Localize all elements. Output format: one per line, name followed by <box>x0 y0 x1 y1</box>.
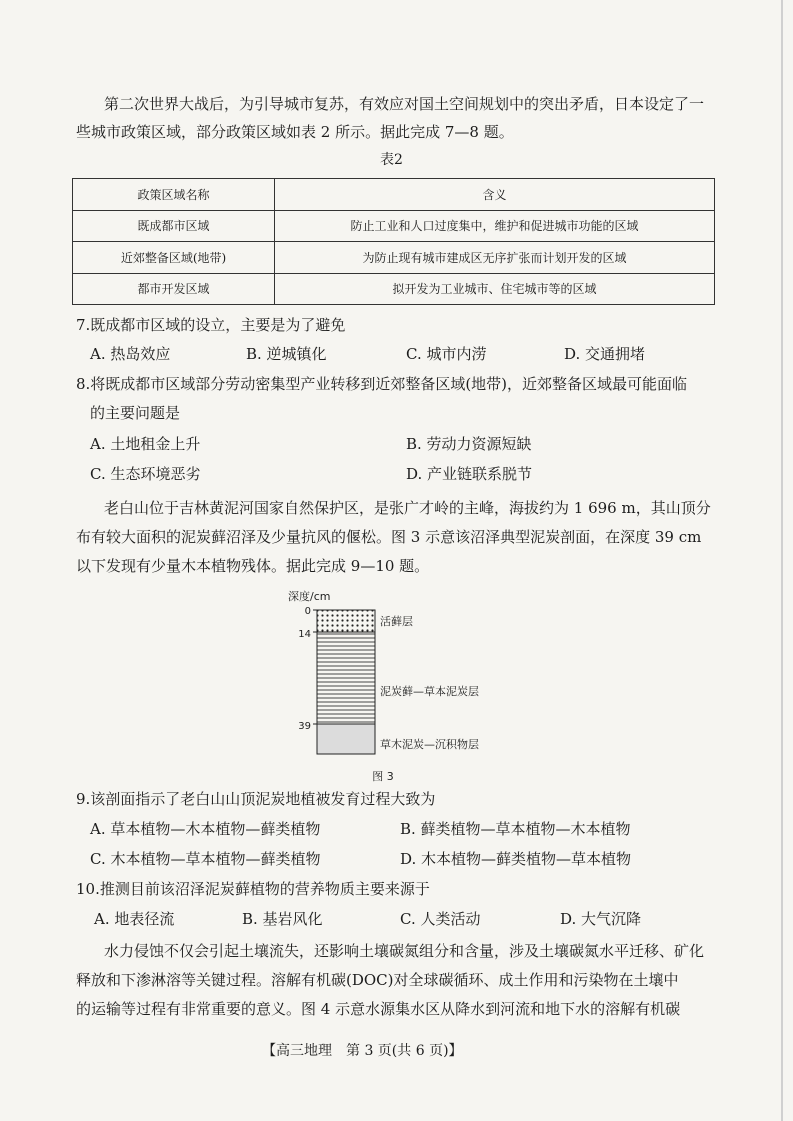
q8-stem-line1: 8.将既成都市区域部分劳动密集型产业转移到近郊整备区域(地带)，近郊整备区域最可能面临 <box>76 375 688 393</box>
table-row <box>73 242 715 274</box>
q10-option-c: C. 人类活动 <box>400 910 481 928</box>
table-cell: 为防止现有城市建成区无序扩张而计划开发的区域 <box>275 242 715 274</box>
intro2-line2: 布有较大面积的泥炭藓沼泽及少量抗风的偃松。图 3 示意该沼泽典型泥炭剖面，在深度 39 cm <box>76 528 702 546</box>
intro1-line2: 些城市政策区域，部分政策区域如表 2 所示。据此完成 7—8 题。 <box>76 123 514 141</box>
table-cell: 既成都市区域 <box>73 210 275 242</box>
q7-stem: 7.既成都市区域的设立，主要是为了避免 <box>76 316 346 334</box>
tick-label: 0 <box>304 606 311 617</box>
herb-wood-sediment-layer <box>317 724 375 754</box>
q7-option-b: B. 逆城镇化 <box>246 345 327 363</box>
q8-option-b: B. 劳动力资源短缺 <box>406 435 532 453</box>
intro2-line1: 老白山位于吉林黄泥河国家自然保护区，是张广才岭的主峰，海拔约为 1 696 m，其山顶分 <box>104 499 711 517</box>
table-row <box>73 210 715 242</box>
scan-edge-line <box>781 0 783 1121</box>
layer-label: 泥炭藓—草本泥炭层 <box>380 685 479 698</box>
q10-option-b: B. 基岩风化 <box>242 910 323 928</box>
depth-axis-label: 深度/cm <box>288 590 331 603</box>
table-header-cell: 政策区域名称 <box>73 179 275 211</box>
intro1-line1: 第二次世界大战后，为引导城市复苏，有效应对国土空间规划中的突出矛盾，日本设定了一 <box>104 95 705 113</box>
intro2-line3: 以下发现有少量木本植物残体。据此完成 9—10 题。 <box>76 557 430 575</box>
peat-moss-herb-layer <box>317 632 375 724</box>
q8-option-c: C. 生态环境恶劣 <box>90 465 201 483</box>
page-footer: 【高三地理 第 3 页(共 6 页)】 <box>262 1043 463 1059</box>
q7-option-c: C. 城市内涝 <box>406 345 487 363</box>
figure-caption: 图 3 <box>372 770 394 783</box>
intro3-line3: 的运输等过程有非常重要的意义。图 4 示意水源集水区从降水到河流和地下水的溶解有机碳 <box>76 1000 681 1018</box>
q9-option-b: B. 藓类植物—草本植物—木本植物 <box>400 820 631 838</box>
q10-option-a: A. 地表径流 <box>94 910 175 928</box>
layer-label: 活藓层 <box>380 615 413 628</box>
q9-option-a: A. 草本植物—木本植物—藓类植物 <box>90 820 321 838</box>
q8-stem-line2: 的主要问题是 <box>90 404 181 422</box>
q9-option-d: D. 木本植物—藓类植物—草本植物 <box>400 850 632 868</box>
intro3-line1: 水力侵蚀不仅会引起土壤流失，还影响土壤碳氮组分和含量，涉及土壤碳氮水平迁移、矿化 <box>104 942 705 960</box>
tick-label: 14 <box>298 629 311 640</box>
q7-option-d: D. 交通拥堵 <box>564 345 646 363</box>
table2-caption: 表2 <box>380 152 403 168</box>
table-cell: 近郊整备区域(地带) <box>73 242 275 274</box>
q10-stem: 10.推测目前该沼泽泥炭藓植物的营养物质主要来源于 <box>76 880 430 898</box>
peat-profile-figure <box>280 588 510 788</box>
intro3-line2: 释放和下渗淋溶等关键过程。溶解有机碳(DOC)对全球碳循环、成土作用和污染物在土壤中 <box>76 971 679 989</box>
q9-stem: 9.该剖面指示了老白山山顶泥炭地植被发育过程大致为 <box>76 790 436 808</box>
q9-option-c: C. 木本植物—草本植物—藓类植物 <box>90 850 321 868</box>
q7-option-a: A. 热岛效应 <box>90 345 171 363</box>
q10-option-d: D. 大气沉降 <box>560 910 642 928</box>
q8-option-d: D. 产业链联系脱节 <box>406 465 533 483</box>
table-header-cell: 含义 <box>275 179 715 211</box>
policy-table <box>72 178 715 305</box>
q8-option-a: A. 土地租金上升 <box>90 435 201 453</box>
table-header-row <box>73 179 715 211</box>
live-moss-layer <box>317 610 375 632</box>
layer-label: 草木泥炭—沉积物层 <box>380 738 479 751</box>
table-cell: 都市开发区域 <box>73 273 275 305</box>
table-row <box>73 273 715 305</box>
tick-label: 39 <box>298 721 311 732</box>
table-cell: 拟开发为工业城市、住宅城市等的区域 <box>275 273 715 305</box>
table-cell: 防止工业和人口过度集中，维护和促进城市功能的区域 <box>275 210 715 242</box>
